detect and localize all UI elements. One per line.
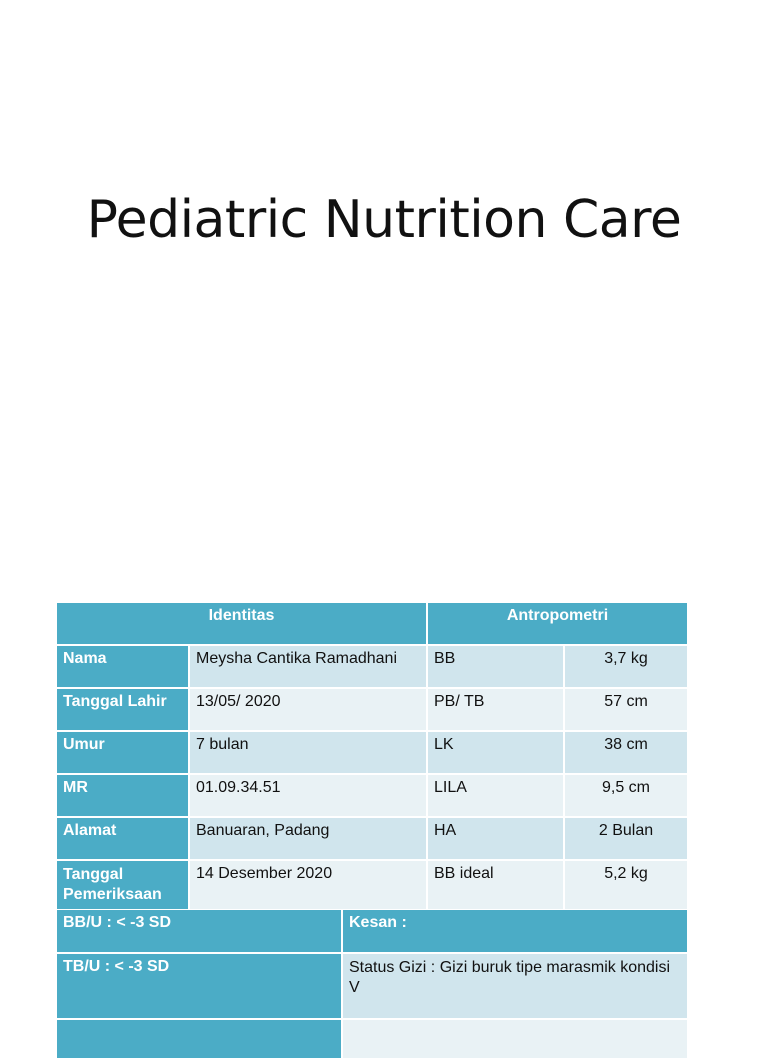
row-metric: LK — [428, 732, 565, 775]
row-metric: BB ideal — [428, 861, 565, 911]
slide-title: Pediatric Nutrition Care — [86, 190, 682, 250]
row-metric-value: 57 cm — [565, 689, 687, 732]
row-value: Banuaran, Padang — [190, 818, 428, 861]
header-antropometri: Antropometri — [428, 603, 687, 646]
table-row — [57, 818, 687, 861]
table-row — [57, 861, 687, 911]
row-value: 14 Desember 2020 — [190, 861, 428, 911]
row-label: Alamat — [57, 818, 190, 861]
row-value: 01.09.34.51 — [190, 775, 428, 818]
table-row-partial — [57, 1020, 687, 1060]
table-row — [57, 954, 687, 1020]
row-label: Tanggal Pemeriksaan — [57, 861, 190, 911]
identity-anthropometry-table — [57, 603, 687, 911]
assessment-right-cut — [343, 1020, 687, 1060]
table-header-row — [57, 603, 687, 646]
table-row — [57, 646, 687, 689]
row-metric: BB — [428, 646, 565, 689]
table-row — [57, 732, 687, 775]
row-metric-value: 38 cm — [565, 732, 687, 775]
row-metric-value: 9,5 cm — [565, 775, 687, 818]
row-metric-value: 2 Bulan — [565, 818, 687, 861]
row-metric-value: 5,2 kg — [565, 861, 687, 911]
row-label: Umur — [57, 732, 190, 775]
assessment-left: BB/U : < -3 SD — [57, 910, 343, 954]
row-value: 7 bulan — [190, 732, 428, 775]
assessment-left: TB/U : < -3 SD — [57, 954, 343, 1020]
row-metric-value: 3,7 kg — [565, 646, 687, 689]
table-row — [57, 910, 687, 954]
row-value: Meysha Cantika Ramadhani — [190, 646, 428, 689]
row-metric: PB/ TB — [428, 689, 565, 732]
header-identitas: Identitas — [57, 603, 428, 646]
row-value: 13/05/ 2020 — [190, 689, 428, 732]
assessment-right: Kesan : — [343, 910, 687, 954]
table-row — [57, 775, 687, 818]
row-label: Nama — [57, 646, 190, 689]
table-row — [57, 689, 687, 732]
assessment-left-cut — [57, 1020, 343, 1060]
row-label: MR — [57, 775, 190, 818]
row-metric: LILA — [428, 775, 565, 818]
row-metric: HA — [428, 818, 565, 861]
assessment-table — [57, 910, 687, 1060]
assessment-right: Status Gizi : Gizi buruk tipe marasmik kondisi V — [343, 954, 687, 1020]
row-label: Tanggal Lahir — [57, 689, 190, 732]
